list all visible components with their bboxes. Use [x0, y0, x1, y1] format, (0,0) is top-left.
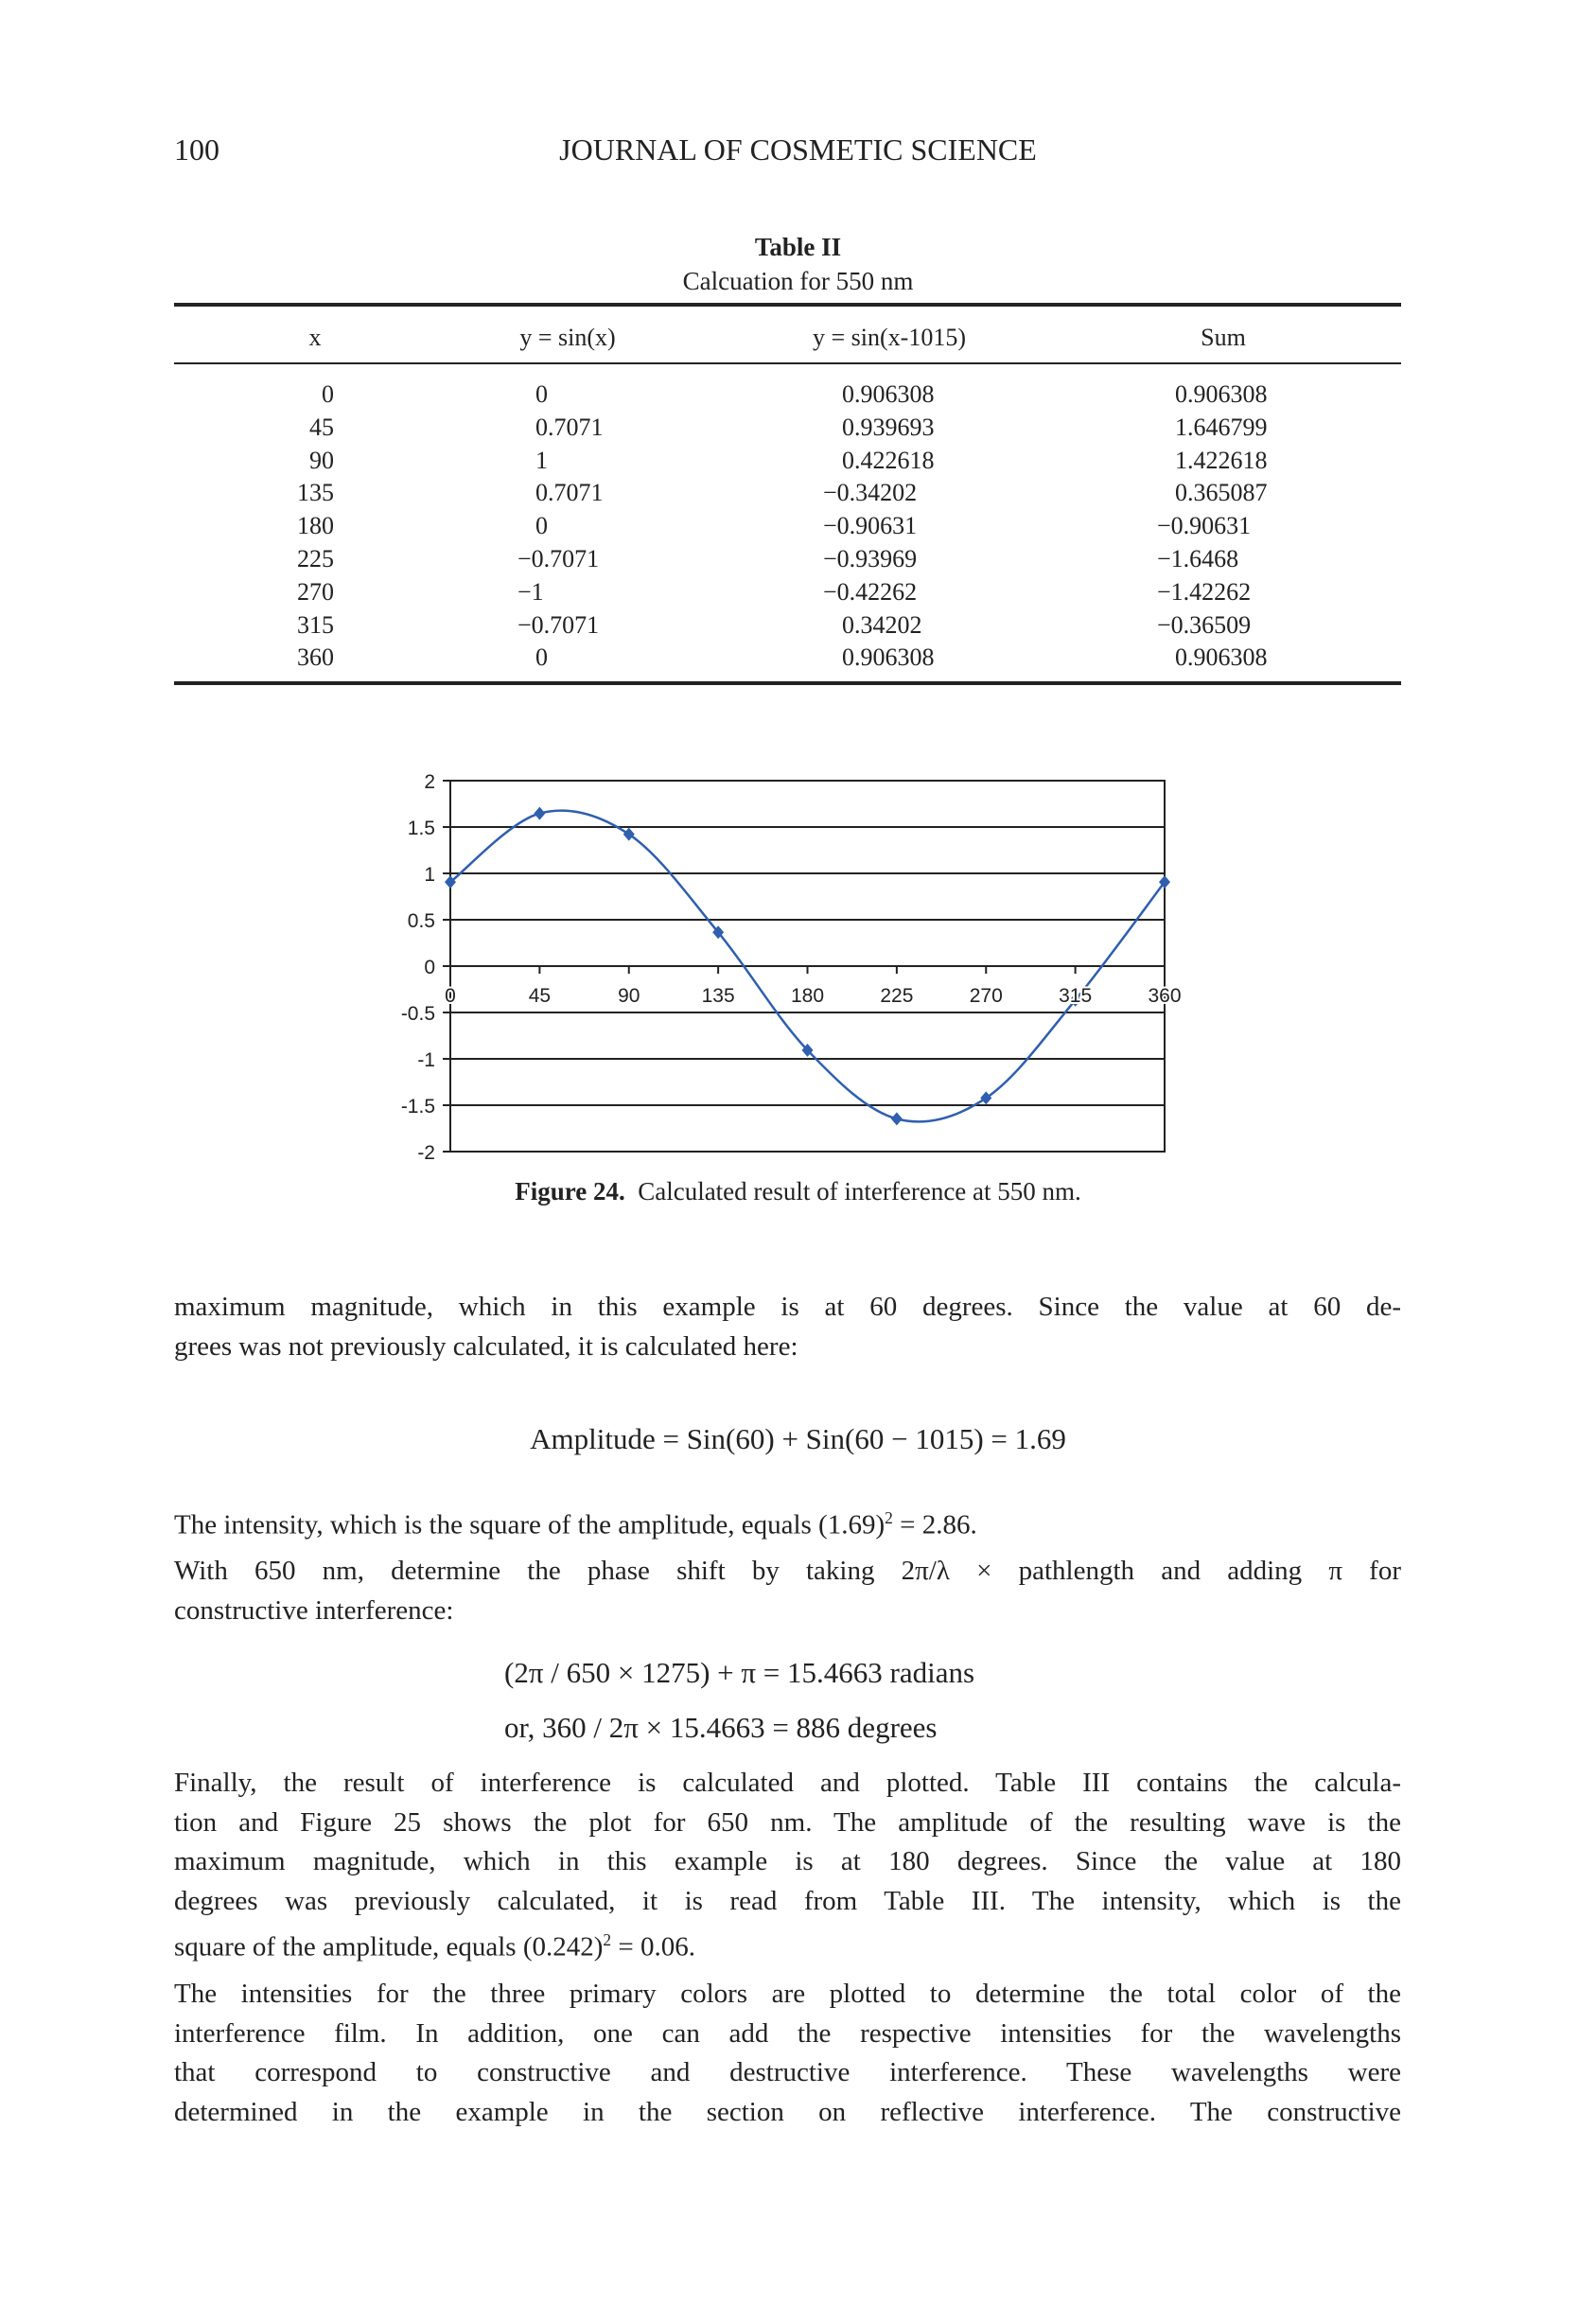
x-tick-label: 360	[1148, 985, 1182, 1007]
figure-label: Figure 24.	[515, 1177, 625, 1206]
text-line: tion and Figure 25 shows the plot for 650 nm. The amplitude of the resulting wave is the	[174, 1806, 1401, 1838]
text-line: that correspond to constructive and destructive interference. These wavelengths were	[174, 2057, 1401, 2087]
table-cell: 0.7071	[535, 479, 604, 507]
text-line: maximum magnitude, which in this example is at 60 degrees. Since the value at 60 de-	[174, 1292, 1401, 1322]
data-point-marker	[980, 1091, 991, 1104]
paragraph-1	[174, 1288, 1401, 1366]
y-tick-label: 0	[424, 957, 435, 978]
table-cell: −0.93969	[823, 545, 918, 572]
table-cell: 135	[297, 479, 334, 507]
text-line: determined in the example in the section on reflective interference. The constructive	[174, 2096, 1401, 2127]
table-title: Table II	[754, 233, 842, 261]
table-cell: −0.7071	[517, 545, 600, 572]
table-cell: 0.7071	[535, 413, 604, 441]
y-tick-label: 1.5	[407, 818, 435, 839]
text-line: constructive interference:	[174, 1594, 454, 1626]
table-cell: 0.906308	[1175, 380, 1268, 408]
table-cell: −1	[517, 577, 544, 606]
paragraph-5	[174, 1975, 1401, 2132]
x-tick-label: 225	[880, 985, 914, 1007]
table-cell: 90	[309, 446, 334, 474]
column-header: Sum	[1201, 324, 1246, 351]
column-header: y = sin(x-1015)	[813, 324, 966, 351]
x-tick-label: 90	[618, 985, 640, 1007]
equation-amplitude: Amplitude = Sin(60) + Sin(60 − 1015) = 1.69	[530, 1422, 1066, 1455]
paragraph-2	[174, 1499, 1401, 1539]
text-line: = 2.86.	[900, 1509, 977, 1540]
text-line: With 650 nm, determine the phase shift by taking 2π/λ × pathlength and adding π for	[174, 1556, 1401, 1586]
x-tick-label: 180	[790, 985, 825, 1007]
table-cell: 180	[297, 512, 334, 540]
text-line: degrees was previously calculated, it is read from Table III. The intensity, which is the	[174, 1885, 1401, 1916]
y-tick-label: -1.5	[400, 1096, 435, 1118]
table-cell: 315	[297, 610, 334, 639]
equation-radians: (2π / 650 × 1275) + π = 15.4663 radians	[504, 1656, 975, 1689]
table-cell: 270	[297, 577, 334, 606]
text-line: The intensity, which is the square of the amplitude, equals (1.69)	[174, 1509, 886, 1540]
table-cell: 1.422618	[1175, 446, 1268, 474]
data-point-marker	[534, 807, 545, 820]
table-cell: −0.90631	[823, 512, 918, 540]
table-cell: −0.34202	[823, 479, 918, 507]
table-caption: Calcuation for 550 nm	[682, 267, 914, 295]
table-cell: −1.42262	[1157, 577, 1252, 606]
table-cell: 0	[535, 380, 548, 408]
text-line: The intensities for the three primary colors are plotted to determine the total color of the	[174, 1979, 1401, 2009]
table-cell: 0.422618	[842, 446, 935, 474]
column-header: x	[308, 324, 322, 351]
x-tick-label: 315	[1059, 985, 1093, 1007]
table-cell: −0.90631	[1157, 512, 1252, 540]
table-cell: 1	[535, 446, 548, 474]
table-cell: 360	[297, 643, 334, 672]
table-cell: 0.906308	[842, 643, 935, 672]
y-tick-label: 2	[424, 771, 435, 793]
table-cell: −0.7071	[517, 610, 600, 639]
text-line: grees was not previously calculated, it is calculated here:	[174, 1330, 798, 1362]
paragraph-4	[174, 1764, 1401, 1961]
figure-caption	[0, 1175, 1596, 1207]
y-tick-label: -1	[417, 1049, 435, 1071]
y-tick-label: 0.5	[407, 910, 435, 932]
x-tick-label: 45	[528, 985, 552, 1007]
table-cell: 0.34202	[842, 610, 922, 639]
table-cell: 225	[297, 545, 334, 572]
text-line: = 0.06.	[611, 1931, 695, 1963]
text-line: maximum magnitude, which in this example is at 180 degrees. Since the value at 180	[174, 1846, 1401, 1876]
paragraph-3	[174, 1552, 1401, 1630]
table-cell: 45	[309, 413, 334, 441]
x-tick-label: 0	[445, 985, 456, 1007]
y-tick-label: 1	[424, 864, 435, 886]
y-tick-label: -2	[417, 1142, 435, 1164]
table-cell: 0	[535, 512, 548, 540]
x-tick-label: 270	[969, 985, 1003, 1007]
text-line: interference film. In addition, one can add the respective intensities for the wavelengths	[174, 2017, 1401, 2049]
table-cell: 0	[535, 643, 548, 672]
text-line: square of the amplitude, equals (0.242)	[174, 1931, 604, 1963]
x-tick-label: 135	[701, 985, 735, 1007]
table-cell: 0	[322, 380, 334, 408]
column-header: y = sin(x)	[519, 324, 616, 351]
equation-degrees: or, 360 / 2π × 15.4663 = 886 degrees	[504, 1711, 938, 1744]
data-point-marker	[891, 1112, 903, 1125]
table-cell: 0.365087	[1175, 479, 1268, 507]
table-cell: −0.36509	[1157, 610, 1252, 639]
table-cell: 1.646799	[1175, 413, 1268, 441]
table-cell: 0.906308	[1175, 643, 1268, 672]
page-number: 100	[174, 132, 219, 167]
table-cell: −1.6468	[1157, 545, 1239, 572]
text-line: Finally, the result of interference is calculated and plotted. Table III contains the calcula-	[174, 1768, 1401, 1798]
superscript: 2	[603, 1930, 612, 1949]
table-cell: −0.42262	[823, 577, 918, 606]
table-cell: 0.906308	[842, 380, 935, 408]
figure-caption-text: Calculated result of interference at 550 nm.	[638, 1177, 1081, 1206]
data-point-marker	[623, 828, 635, 841]
journal-title: JOURNAL OF COSMETIC SCIENCE	[559, 132, 1037, 167]
table-cell: 0.939693	[842, 413, 935, 441]
superscript: 2	[885, 1508, 893, 1527]
y-tick-label: -0.5	[400, 1003, 435, 1025]
